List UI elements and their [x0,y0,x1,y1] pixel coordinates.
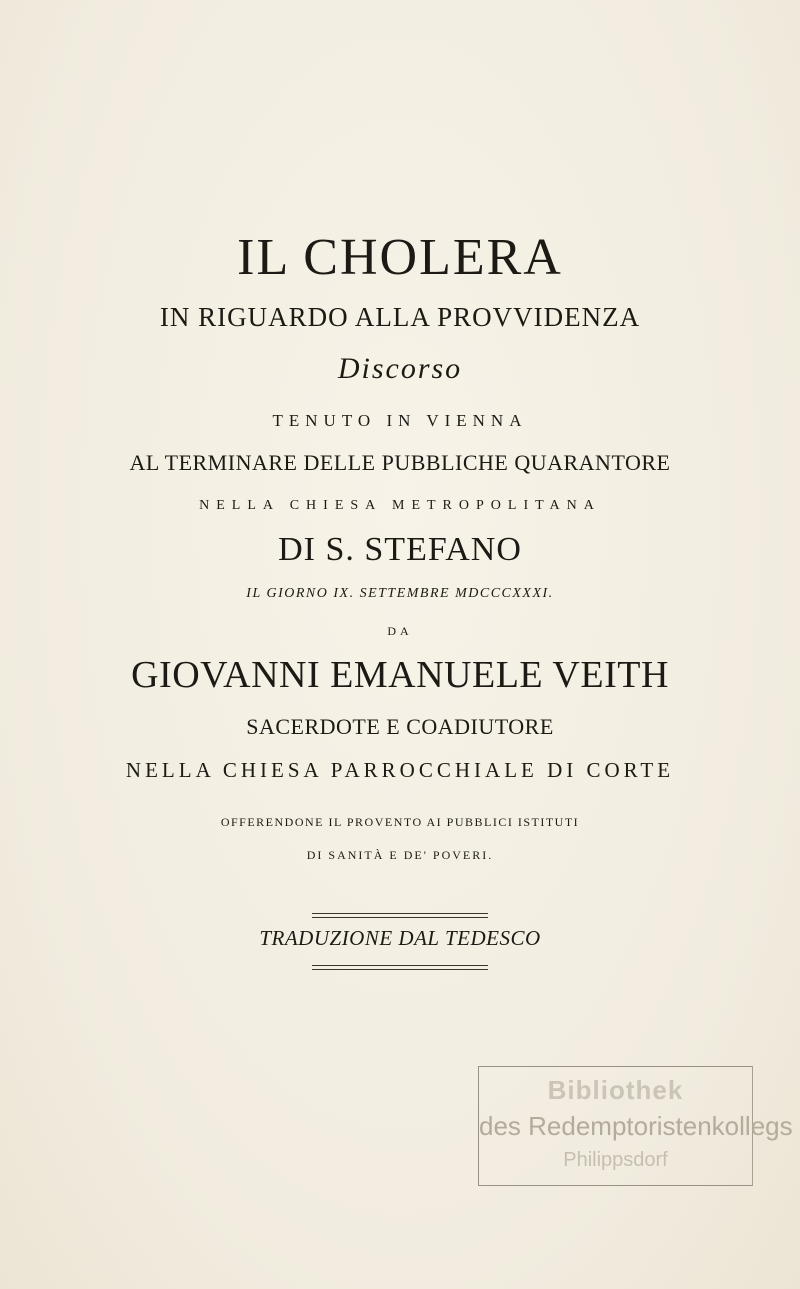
library-stamp [478,1066,793,1186]
divider-rule-bottom-inner [312,969,488,970]
church-name: DI S. STEFANO [278,531,522,568]
divider-rule-top-inner [312,917,488,918]
author-name: GIOVANNI EMANUELE VEITH [131,654,669,696]
held-in-line: TENUTO IN VIENNA [272,411,528,430]
stamp-line-3: Philippsdorf [563,1149,668,1171]
dedication-line-2: DI SANITÀ E DE' POVERI. [306,848,494,862]
author-parish: NELLA CHIESA PARROCCHIALE DI CORTE [125,758,675,782]
divider-rule-bottom [312,965,488,966]
by-label: DA [387,624,413,638]
author-role: SACERDOTE E COADIUTORE [246,714,554,739]
genre-label: Discorso [337,352,463,385]
translation-note: TRADUZIONE DAL TEDESCO [259,926,541,950]
stamp-line-1: Bibliothek [547,1075,684,1105]
place-line: NELLA CHIESA METROPOLITANA [199,498,601,513]
divider-rule-top [312,913,488,914]
occasion-line: AL TERMINARE DELLE PUBBLICHE QUARANTORE [129,450,671,475]
stamp-line-2: des Redemptoristenkollegs [479,1111,793,1141]
book-subtitle: IN RIGUARDO ALLA PROVVIDENZA [159,302,641,332]
date-line: IL GIORNO IX. SETTEMBRE MDCCCXXXI. [246,586,554,601]
book-title: IL CHOLERA [237,229,563,286]
dedication-line-1: OFFERENDONE IL PROVENTO AI PUBBLICI ISTITUTI [220,815,580,829]
